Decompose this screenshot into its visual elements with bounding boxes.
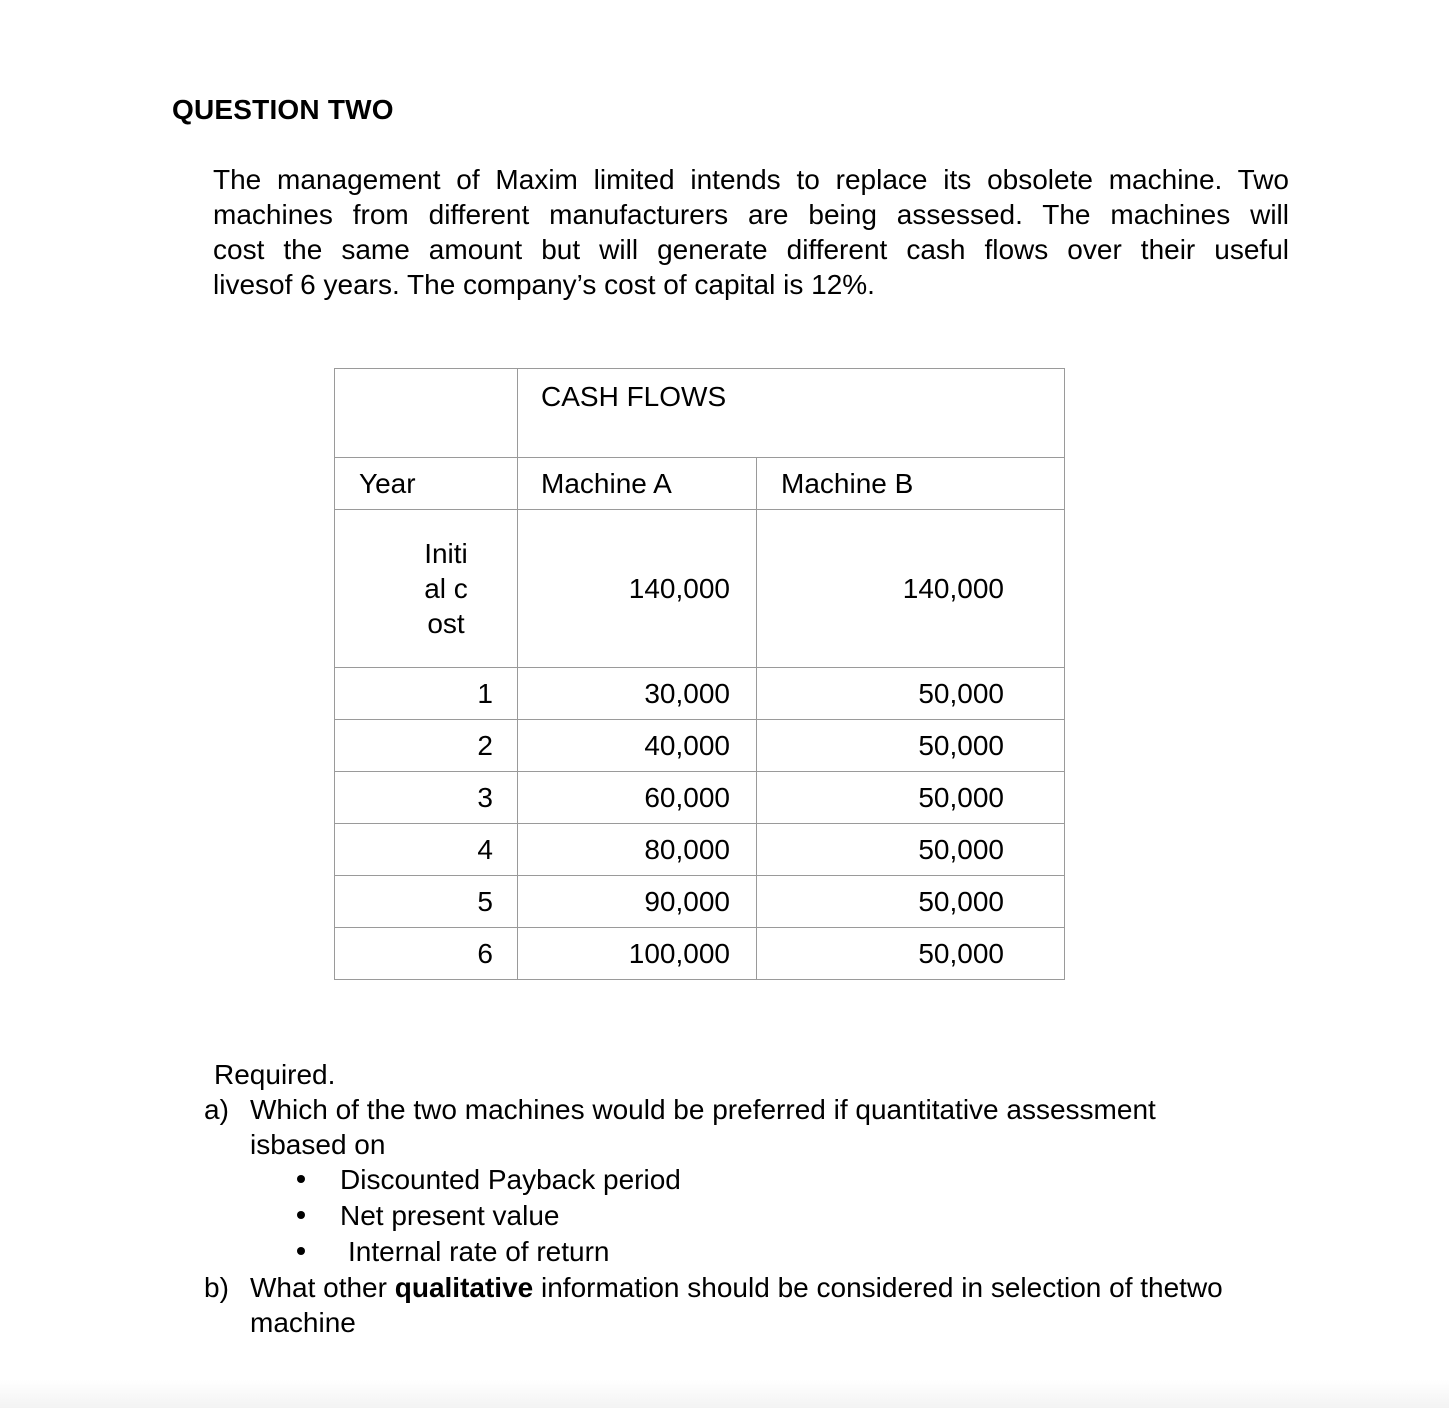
required-section bbox=[204, 1057, 1244, 1340]
intro-paragraph bbox=[213, 162, 1289, 302]
intro-line: livesof 6 years. The company’s cost of capital is 12%. bbox=[213, 269, 875, 300]
question-b-marker: b) bbox=[204, 1272, 229, 1303]
initial-cost-label-cell bbox=[335, 510, 518, 668]
table-row bbox=[335, 720, 1065, 772]
cash-flows-header: CASH FLOWS bbox=[518, 369, 1065, 458]
machine-a-cell: 40,000 bbox=[518, 720, 757, 772]
machine-a-cell: 80,000 bbox=[518, 824, 757, 876]
initial-cost-label: Initial cost bbox=[424, 538, 468, 639]
initial-cost-machine-b: 140,000 bbox=[757, 510, 1065, 668]
list-item-text: Internal rate of return bbox=[348, 1236, 610, 1267]
bullet-icon bbox=[297, 1247, 305, 1255]
machine-a-column-header: Machine A bbox=[518, 458, 757, 510]
year-cell: 2 bbox=[335, 720, 518, 772]
table-subheader-row bbox=[335, 458, 1065, 510]
list-item bbox=[204, 1234, 1244, 1270]
machine-a-cell: 90,000 bbox=[518, 876, 757, 928]
page-bottom-shadow bbox=[0, 1380, 1449, 1408]
year-cell: 3 bbox=[335, 772, 518, 824]
machine-a-cell: 60,000 bbox=[518, 772, 757, 824]
initial-cost-row bbox=[335, 510, 1065, 668]
machine-b-cell: 50,000 bbox=[757, 772, 1065, 824]
bullet-icon bbox=[297, 1211, 305, 1219]
list-item bbox=[204, 1198, 1244, 1234]
machine-a-cell: 30,000 bbox=[518, 668, 757, 720]
machine-b-cell: 50,000 bbox=[757, 876, 1065, 928]
question-a bbox=[204, 1092, 1244, 1162]
table-row bbox=[335, 772, 1065, 824]
list-item-text: Discounted Payback period bbox=[340, 1164, 681, 1195]
qualitative-keyword: qualitative bbox=[394, 1272, 534, 1303]
required-title: Required. bbox=[214, 1059, 336, 1090]
year-cell: 6 bbox=[335, 928, 518, 980]
machine-b-cell: 50,000 bbox=[757, 824, 1065, 876]
table-header-row bbox=[335, 369, 1065, 458]
list-item bbox=[204, 1162, 1244, 1198]
question-b-text-end: information should be considered in selection of thetwo machine bbox=[250, 1272, 1223, 1338]
list-item-text: Net present value bbox=[340, 1200, 560, 1231]
table-row bbox=[335, 824, 1065, 876]
machine-b-cell: 50,000 bbox=[757, 720, 1065, 772]
intro-line: machines from different manufacturers are being assessed. The machines will bbox=[213, 199, 1289, 230]
question-a-marker: a) bbox=[204, 1094, 229, 1125]
table-row bbox=[335, 668, 1065, 720]
assessment-methods-list bbox=[204, 1162, 1244, 1270]
question-b-text-start: What other bbox=[250, 1272, 395, 1303]
machine-b-column-header: Machine B bbox=[757, 458, 1065, 510]
year-cell: 5 bbox=[335, 876, 518, 928]
machine-a-cell: 100,000 bbox=[518, 928, 757, 980]
initial-cost-machine-a: 140,000 bbox=[518, 510, 757, 668]
table-row bbox=[335, 928, 1065, 980]
intro-line: cost the same amount but will generate different cash flows over their useful bbox=[213, 234, 1289, 265]
intro-line: The management of Maxim limited intends to replace its obsolete machine. Two bbox=[213, 164, 1289, 195]
cash-flows-table bbox=[334, 368, 1065, 980]
year-column-header: Year bbox=[335, 458, 518, 510]
table-row bbox=[335, 876, 1065, 928]
empty-header-cell bbox=[335, 369, 518, 458]
question-a-text: Which of the two machines would be preferred if quantitative assessment isbased on bbox=[250, 1094, 1156, 1160]
year-cell: 4 bbox=[335, 824, 518, 876]
machine-b-cell: 50,000 bbox=[757, 668, 1065, 720]
question-heading: QUESTION TWO bbox=[172, 94, 394, 125]
bullet-icon bbox=[297, 1175, 305, 1183]
machine-b-cell: 50,000 bbox=[757, 928, 1065, 980]
year-cell: 1 bbox=[335, 668, 518, 720]
question-b bbox=[204, 1270, 1244, 1340]
